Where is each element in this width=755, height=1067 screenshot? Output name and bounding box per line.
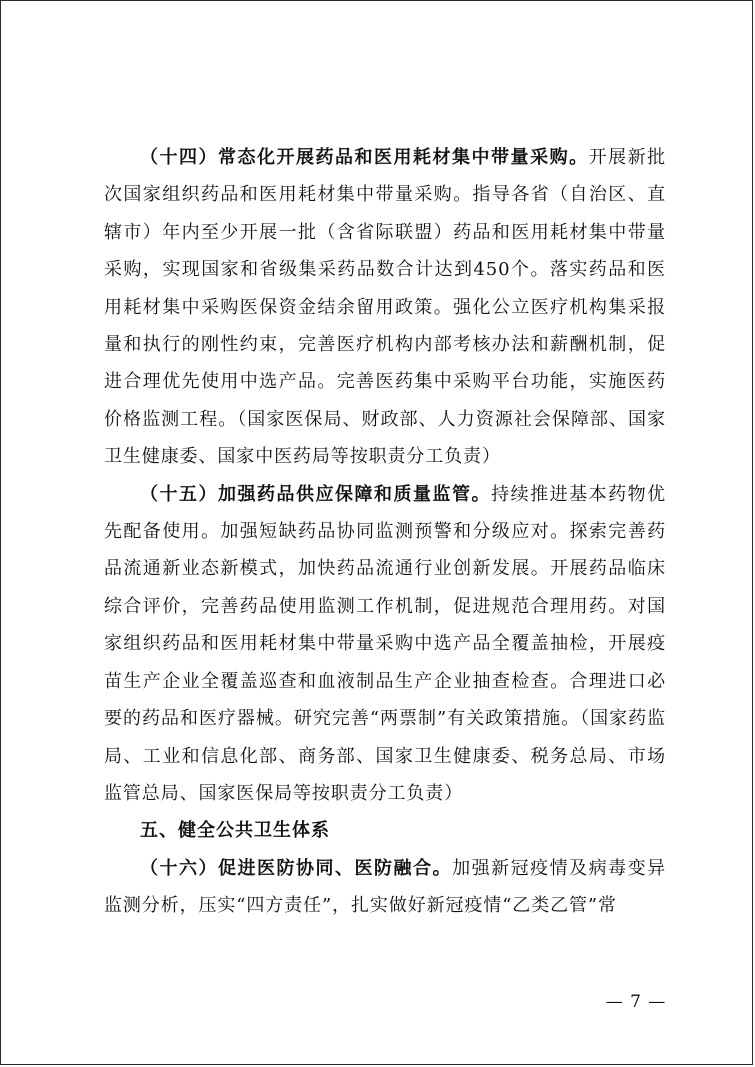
paragraph-15-text: 持续推进基本药物优先配备使用。加强短缺药品协同监测预警和分级应对。探索完善药品流通新业态新模式，加快药品流通行业创新发展。开展药品临床综合评价，完善药品使用监测工作机制，促进规范合理用药。对国家组织药品和医用耗材集中带量采购中选产品全覆盖抽检，开展疫苗生产企业全覆盖巡查和血液制品生产企业抽查检查。合理进口必要的药品和医疗器械。研究完善“两票制”有关政策措施。（国家药监局、工业和信息化部、商务部、国家卫生健康委、税务总局、市场监管总局、国家医保局等按职责分工负责） [104,483,666,804]
paragraph-14-text: 开展新批次国家组织药品和医用耗材集中带量采购。指导各省（自治区、直辖市）年内至少开展一批（含省际联盟）药品和医用耗材集中带量采购，实现国家和省级集采药品数合计达到450个。落实药品和医用耗材集中采购医保资金结余留用政策。强化公立医疗机构集采报量和执行的刚性约束，完善医疗机构内部考核办法和薪酬机制，促进合理优先使用中选产品。完善医药集中采购平台功能，实施医药价格监测工程。（国家医保局、财政部、人力资源社会保障部、国家卫生健康委、国家中医药局等按职责分工负责） [104,147,666,468]
page-number: — 7 — [605,992,667,1012]
section-heading: 五、健全公共卫生体系 [140,820,330,842]
paragraph-14-lead: （十四）常态化开展药品和医用耗材集中带量采购。 [140,147,589,168]
paragraph-16 [104,850,666,925]
paragraph-16-lead: （十六）促进医防协同、医防融合。 [140,857,453,879]
document-body [104,139,666,925]
paragraph-15-lead: （十五）加强药品供应保障和质量监管。 [140,483,492,505]
paragraph-15 [104,476,666,813]
paragraph-16-text: 加强新冠疫情及病毒变异监测分析，压实“四方责任”，扎实做好新冠疫情“乙类乙管”常 [104,857,666,917]
paragraph-14 [104,139,666,476]
